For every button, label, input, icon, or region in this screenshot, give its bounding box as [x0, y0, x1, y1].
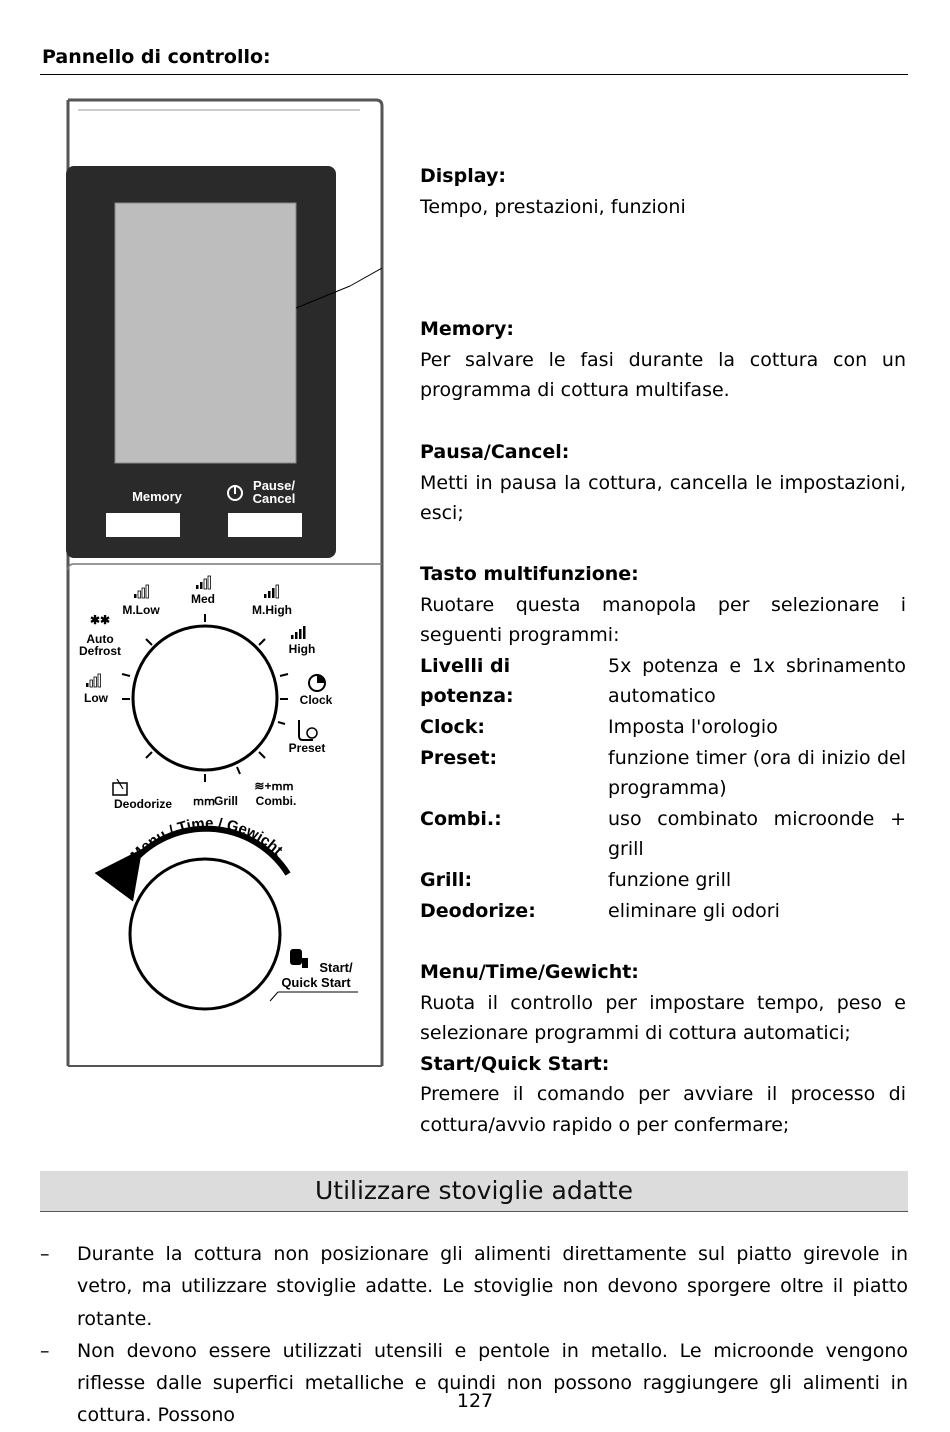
pause-label-line2: Cancel [252, 491, 296, 506]
list-item [40, 1335, 908, 1432]
program-row [420, 896, 906, 927]
start-label-line1: Start/ [319, 960, 353, 975]
program-row [420, 804, 906, 865]
combi-label: Combi. [255, 794, 297, 808]
bullet-dash: – [40, 1243, 50, 1265]
page-heading: Pannello di controllo: [42, 46, 271, 68]
low-icon [86, 674, 101, 687]
m-low-icon [134, 585, 149, 598]
program-value: funzione timer (ora di inizio del programma) [608, 746, 906, 800]
pause-text: Metti in pausa la cottura, cancella le impostazioni, esci; [420, 471, 906, 525]
start-hand-icon [290, 949, 308, 968]
program-row [420, 651, 906, 712]
multi-title: Tasto multifunzione: [420, 563, 639, 585]
program-value: funzione grill [608, 868, 732, 891]
section-title: Utilizzare stoviglie adatte [314, 1176, 633, 1205]
program-table [420, 651, 906, 926]
program-label: Combi.: [420, 807, 502, 830]
snowflake-icon: ✱✱ [89, 613, 111, 627]
start-label-line2: Quick Start [281, 975, 351, 990]
high-label: High [288, 642, 316, 656]
program-row [420, 712, 906, 743]
clock-icon [309, 675, 325, 691]
program-row [420, 743, 906, 804]
pause-description [420, 437, 906, 529]
memory-title: Memory: [420, 318, 514, 340]
auto-defrost-label-line1: Auto [86, 632, 114, 646]
high-icon [291, 626, 306, 639]
preset-label: Preset [288, 741, 326, 755]
deodorize-label: Deodorize [113, 797, 173, 811]
grill-label: Grill [213, 794, 239, 808]
program-label: Preset: [420, 746, 498, 769]
deodorize-icon [113, 779, 127, 795]
multi-text: Ruotare questa manopola per selezionare i seguenti programmi: [420, 593, 906, 647]
preset-icon [299, 720, 317, 740]
m-high-icon [264, 585, 279, 598]
program-label: Grill: [420, 868, 473, 891]
memory-label: Memory [132, 489, 182, 504]
clock-label: Clock [299, 693, 333, 707]
bullet-text: Durante la cottura non posizionare gli alimenti direttamente sul piatto girevole in vetro, ma utilizzare stoviglie adatte. Le stoviglie non devono sporgere oltre il piatto rotante. [77, 1243, 908, 1330]
med-label: Med [191, 592, 215, 606]
multifunction-description [420, 559, 906, 926]
display-title: Display: [420, 165, 506, 187]
heading-rule [40, 74, 908, 75]
program-label: Clock: [420, 715, 486, 738]
memory-text: Per salvare le fasi durante la cottura con un programma di cottura multifase. [420, 348, 906, 402]
menu-time-weight-label: Menu / Time / Gewicht [127, 815, 286, 865]
menu-time-weight-knob[interactable] [130, 859, 280, 1009]
program-label: Deodorize: [420, 899, 536, 922]
menu-description [420, 957, 906, 1141]
display-description [420, 161, 906, 222]
pause-title: Pausa/Cancel: [420, 441, 570, 463]
bullet-text: Non devono essere utilizzati utensili e pentole in metallo. Le microonde vengono riflesse dalle superfici metalliche e quindi non possono raggiungere gli alimenti in cottura. Possono [77, 1339, 908, 1427]
m-low-label: M.Low [122, 603, 160, 617]
memory-description [420, 314, 906, 406]
pause-cancel-button[interactable] [228, 513, 302, 537]
pause-label-line1: Pause/ [253, 478, 295, 493]
memory-button[interactable] [106, 513, 180, 537]
auto-defrost-label-line2: Defrost [78, 644, 122, 658]
menu-title: Menu/Time/Gewicht: [420, 961, 639, 983]
start-title: Start/Quick Start: [420, 1052, 610, 1075]
control-panel-illustration [60, 96, 390, 1071]
display-screen [115, 203, 296, 463]
low-label: Low [84, 691, 108, 705]
m-high-label: M.High [252, 603, 292, 617]
section-header [40, 1171, 908, 1212]
display-text: Tempo, prestazioni, funzioni [420, 195, 686, 218]
multifunction-knob[interactable] [133, 626, 277, 770]
program-value: eliminare gli odori [608, 899, 780, 922]
program-row [420, 865, 906, 896]
list-item [40, 1238, 908, 1335]
program-label: Livelli di potenza: [420, 654, 514, 708]
grill-icon: ՠՠ [192, 794, 216, 808]
program-value: 5x potenza e 1x sbrinamento automatico [608, 654, 906, 708]
program-value: uso combinato microonde + grill [608, 807, 906, 861]
med-icon [196, 576, 211, 589]
start-text: Premere il comando per avviare il processo di cottura/avvio rapido o per confermare; [420, 1083, 906, 1136]
menu-text: Ruota il controllo per impostare tempo, peso e selezionare programmi di cottura automatici; [420, 991, 906, 1045]
combi-icon: ≋+ՠՠ [254, 779, 294, 793]
bullet-dash: – [40, 1339, 50, 1362]
page-number: 127 [456, 1390, 494, 1412]
program-value: Imposta l'orologio [608, 715, 778, 738]
